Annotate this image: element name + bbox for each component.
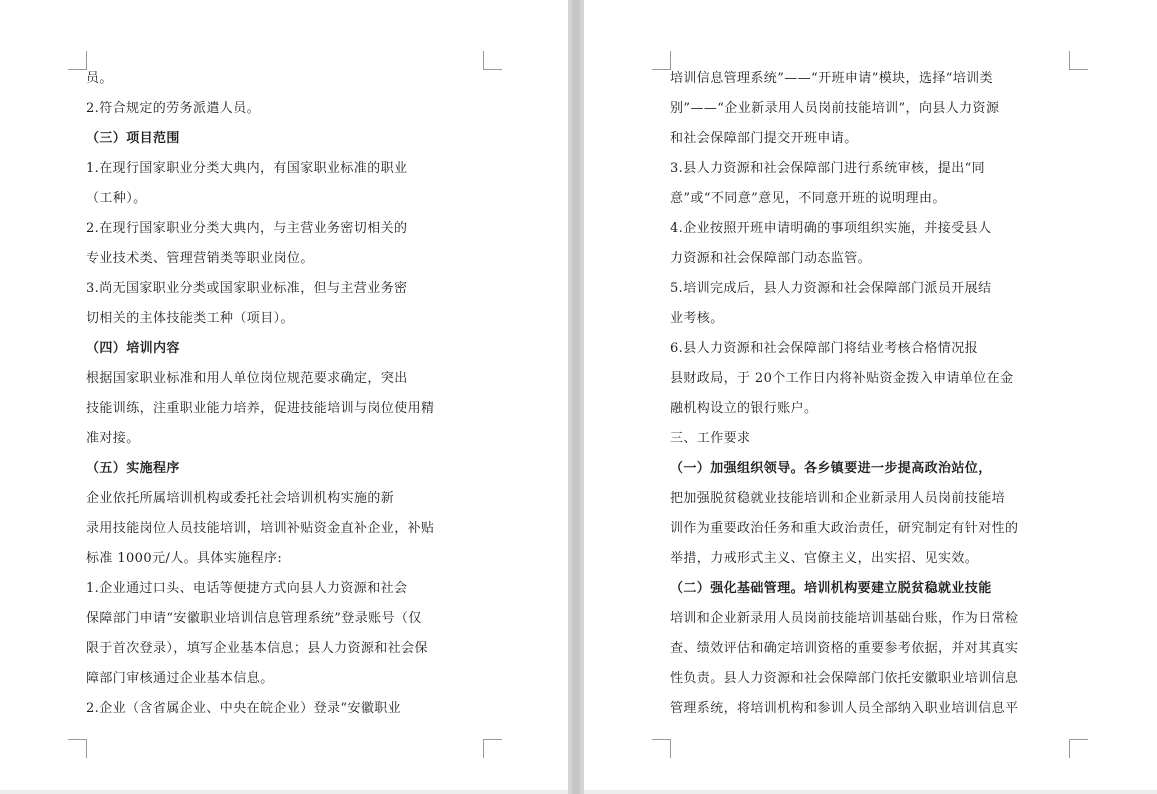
section-heading: （五）实施程序 bbox=[86, 461, 180, 476]
text-line: 举措，力戒形式主义、官僚主义，出实招、见实效。 bbox=[670, 551, 979, 566]
text-line: 1.在现行国家职业分类大典内，有国家职业标准的职业 bbox=[86, 161, 408, 176]
text-line: （二）强化基础管理。培训机构要建立脱贫稳就业技能 bbox=[670, 581, 992, 596]
text-line: （工种）。 bbox=[86, 191, 147, 206]
page-gutter-scrollbar[interactable] bbox=[568, 0, 584, 794]
text-line: 2.企业（含省属企业、中央在皖企业）登录“安徽职业 bbox=[86, 701, 402, 716]
crop-mark-top-left bbox=[652, 51, 671, 70]
text-line: 培训和企业新录用人员岗前技能培训基础台账，作为日常检 bbox=[670, 611, 1019, 626]
text-line: 性负责。县人力资源和社会保障部门依托安徽职业培训信息 bbox=[670, 671, 1019, 686]
text-line: 意”或“不同意”意见，不同意开班的说明理由。 bbox=[670, 191, 946, 206]
text-line: 标准 1000元/人。具体实施程序: bbox=[86, 551, 283, 566]
text-line: 准对接。 bbox=[86, 431, 140, 446]
section-heading: 三、工作要求 bbox=[670, 431, 751, 446]
document-page-left bbox=[0, 0, 568, 790]
scrollbar-thumb[interactable] bbox=[572, 0, 580, 794]
page-text-right[interactable] bbox=[670, 64, 1070, 724]
text-line: 切相关的主体技能类工种（项目）。 bbox=[86, 311, 294, 326]
section-heading: （四）培训内容 bbox=[86, 341, 180, 356]
text-line: 查、绩效评估和确定培训资格的重要参考依据，并对其真实 bbox=[670, 641, 1019, 656]
text-line: 3.县人力资源和社会保障部门进行系统审核，提出“同 bbox=[670, 161, 986, 176]
text-line: 1.企业通过口头、电话等便捷方式向县人力资源和社会 bbox=[86, 581, 408, 596]
text-line: 3.尚无国家职业分类或国家职业标准，但与主营业务密 bbox=[86, 281, 408, 296]
text-line: 培训信息管理系统”——“开班申请”模块，选择“培训类 bbox=[670, 71, 993, 86]
crop-mark-bottom-right bbox=[483, 739, 502, 758]
text-line: 和社会保障部门提交开班申请。 bbox=[670, 131, 858, 146]
text-line: 力资源和社会保障部门动态监管。 bbox=[670, 251, 872, 266]
text-line: 2.符合规定的劳务派遣人员。 bbox=[86, 101, 261, 116]
text-line: 限于首次登录），填写企业基本信息；县人力资源和社会保 bbox=[86, 641, 428, 656]
text-line: 训作为重要政治任务和重大政治责任，研究制定有针对性的 bbox=[670, 521, 1019, 536]
text-line: 员。 bbox=[86, 71, 113, 86]
text-line: 障部门审核通过企业基本信息。 bbox=[86, 671, 274, 686]
text-line: 5.培训完成后，县人力资源和社会保障部门派员开展结 bbox=[670, 281, 992, 296]
page-text-left[interactable] bbox=[86, 64, 482, 724]
text-line: 企业依托所属培训机构或委托社会培训机构实施的新 bbox=[86, 491, 395, 506]
text-line: 管理系统，将培训机构和参训人员全部纳入职业培训信息平 bbox=[670, 701, 1019, 716]
crop-mark-bottom-right bbox=[1069, 739, 1088, 758]
document-page-right bbox=[584, 0, 1157, 790]
text-line: 县财政局，于 20个工作日内将补贴资金拨入申请单位在金 bbox=[670, 371, 1014, 386]
text-line: 录用技能岗位人员技能培训，培训补贴资金直补企业，补贴 bbox=[86, 521, 435, 536]
crop-mark-bottom-left bbox=[652, 739, 671, 758]
crop-mark-top-right bbox=[483, 51, 502, 70]
text-line: 业考核。 bbox=[670, 311, 724, 326]
section-heading: （三）项目范围 bbox=[86, 131, 180, 146]
text-line: 专业技术类、管理营销类等职业岗位。 bbox=[86, 251, 314, 266]
crop-mark-top-left bbox=[68, 51, 87, 70]
text-line: 别”——“企业新录用人员岗前技能培训”，向县人力资源 bbox=[670, 101, 1000, 116]
text-line: 把加强脱贫稳就业技能培训和企业新录用人员岗前技能培 bbox=[670, 491, 1006, 506]
text-line: 保障部门申请“安徽职业培训信息管理系统”登录账号（仅 bbox=[86, 611, 422, 626]
text-line: 根据国家职业标准和用人单位岗位规范要求确定，突出 bbox=[86, 371, 408, 386]
text-line: 技能训练，注重职业能力培养，促进技能培训与岗位使用精 bbox=[86, 401, 435, 416]
text-line: 4.企业按照开班申请明确的事项组织实施，并接受县人 bbox=[670, 221, 992, 236]
crop-mark-top-right bbox=[1069, 51, 1088, 70]
crop-mark-bottom-left bbox=[68, 739, 87, 758]
text-line: （一）加强组织领导。各乡镇要进一步提高政治站位， bbox=[670, 461, 992, 476]
text-line: 融机构设立的银行账户。 bbox=[670, 401, 818, 416]
text-line: 2.在现行国家职业分类大典内，与主营业务密切相关的 bbox=[86, 221, 408, 236]
text-line: 6.县人力资源和社会保障部门将结业考核合格情况报 bbox=[670, 341, 979, 356]
